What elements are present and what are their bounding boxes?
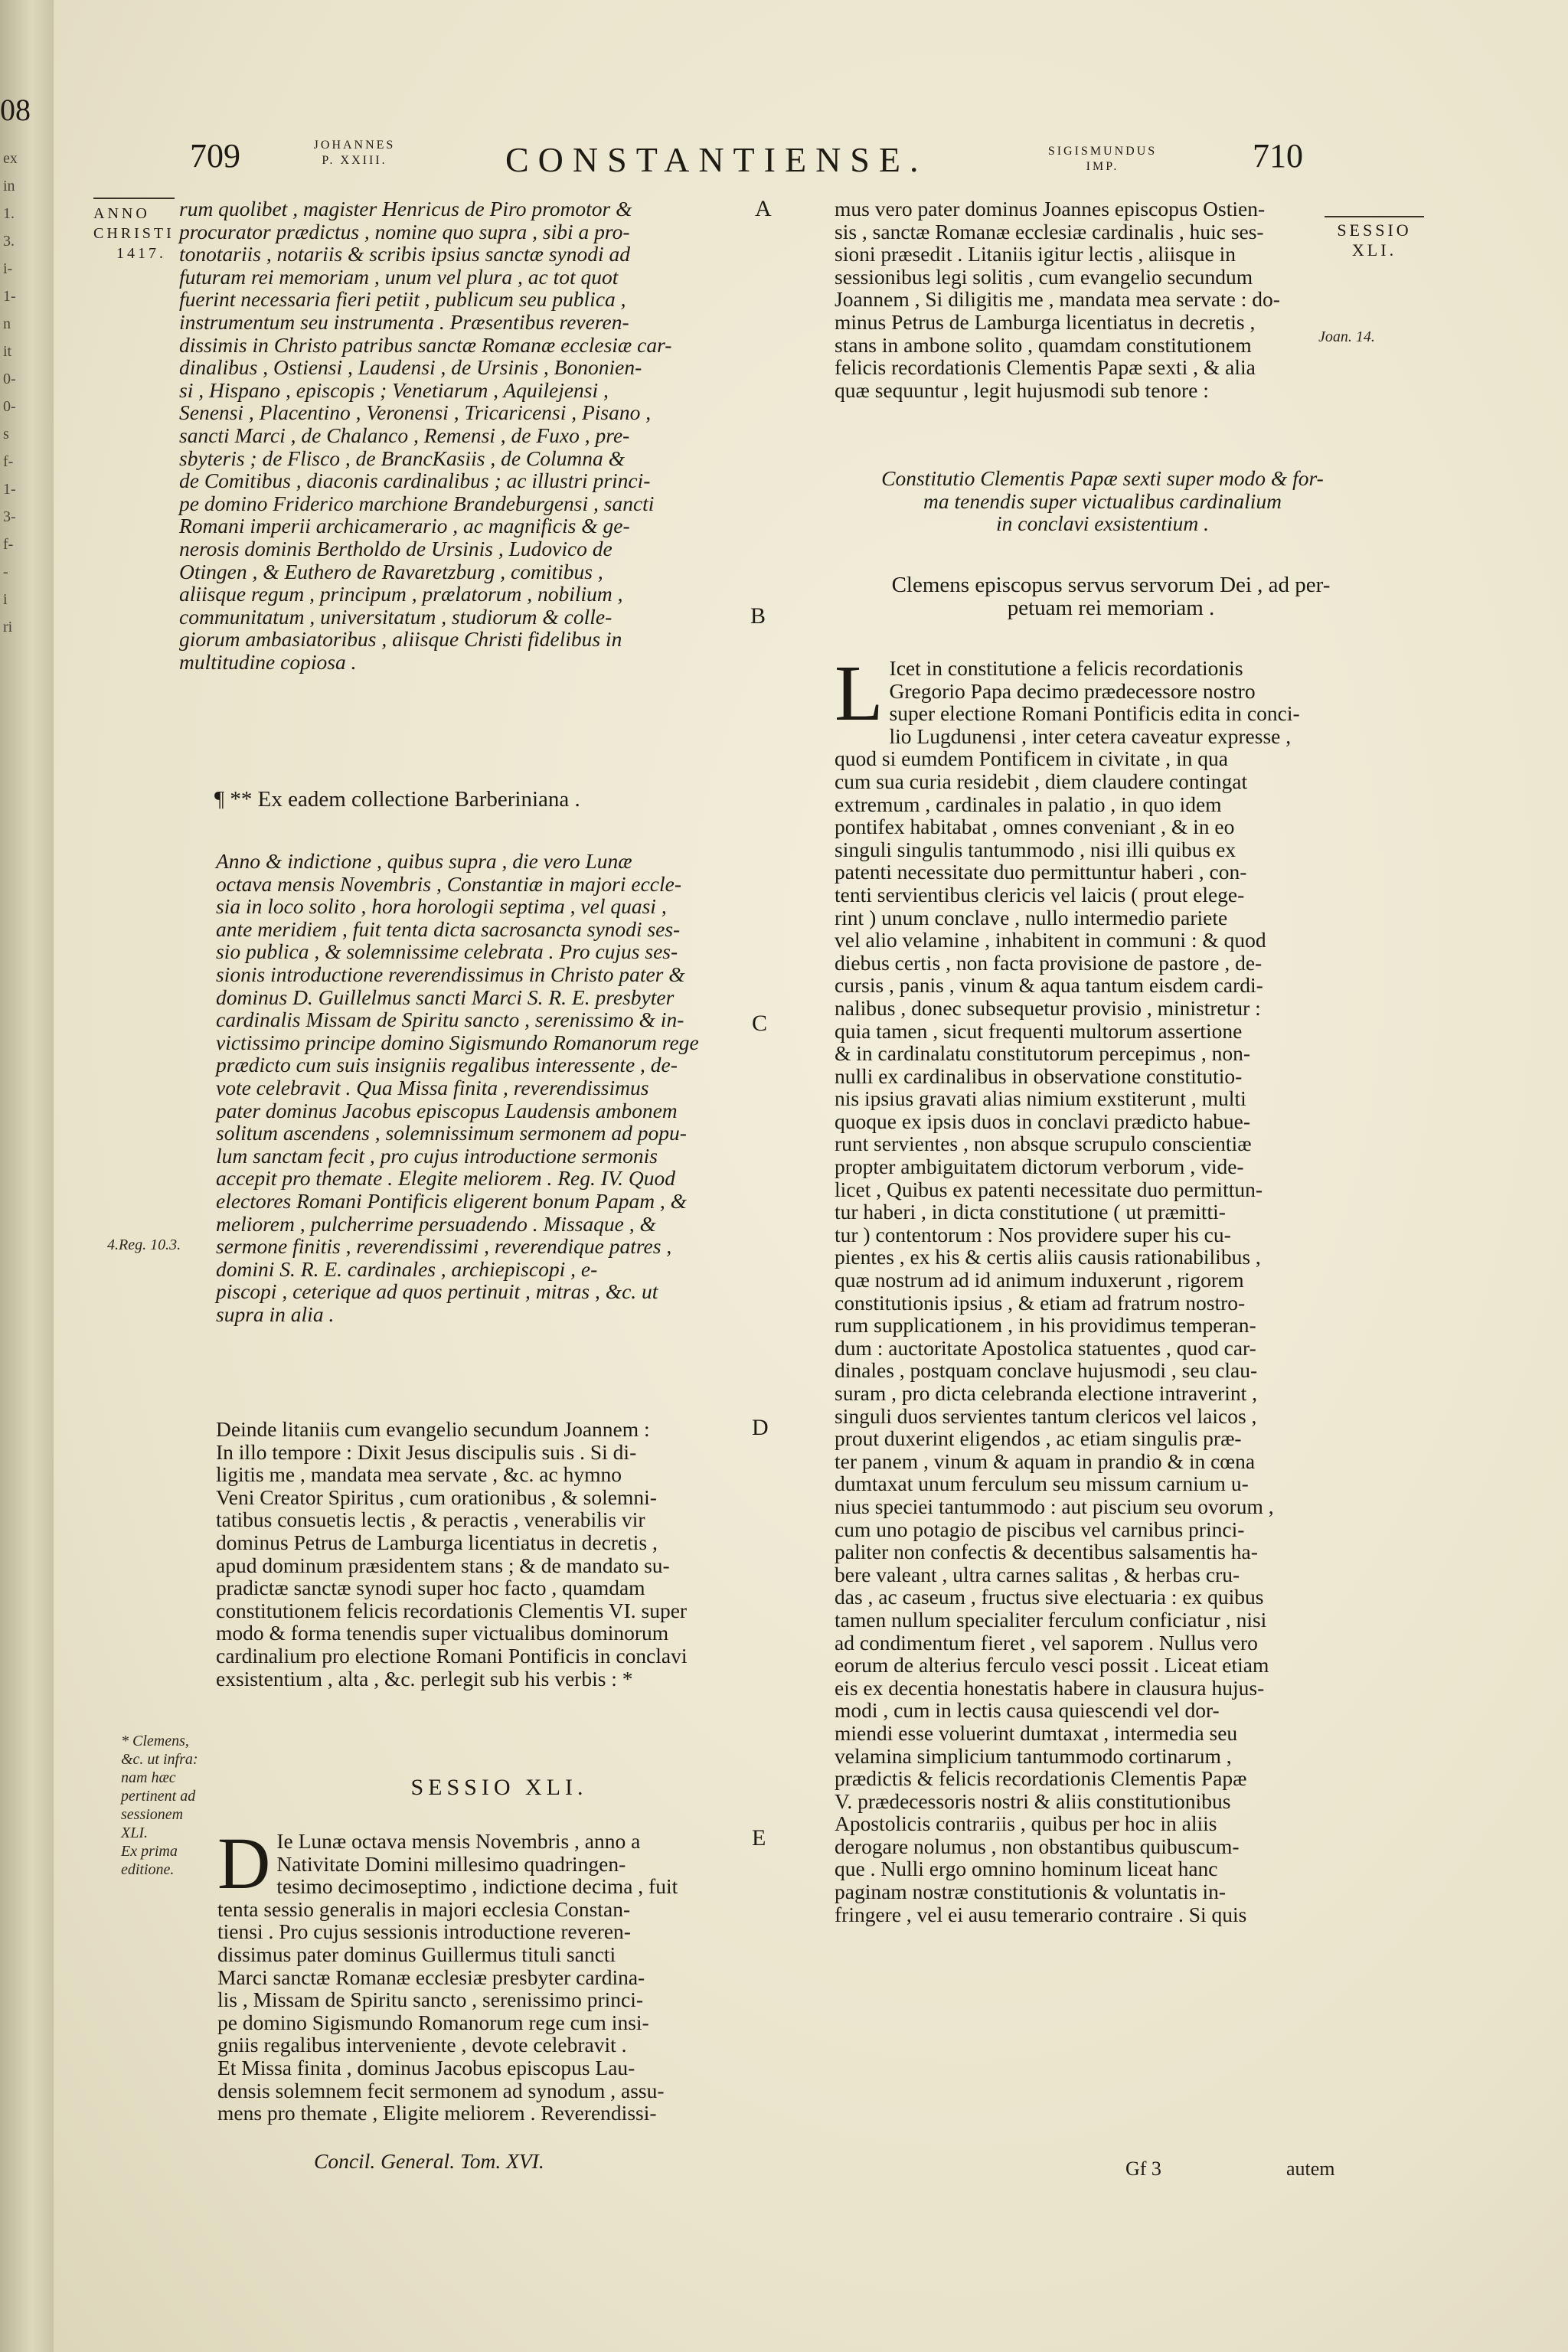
text-line: singuli singulis tantummodo , nisi illi quibus ex [835, 837, 1236, 861]
text-line: tenti servientibus clericis vel laicis ( prout elege- [835, 882, 1245, 906]
text-line: bere valeant , ultra carnes salitas , & herbas cru- [835, 1562, 1240, 1586]
clemens-heading [831, 574, 1390, 619]
text-line: sancti Marci , de Chalanco , Remensi , de Fuxo , pre- [179, 423, 630, 447]
text-line: paginam nostræ constitutionis & voluntatis in- [835, 1880, 1227, 1904]
previous-page-fragment: n [3, 315, 11, 332]
text-line: nalibus , donec subsequetur provisio , ministretur : [835, 995, 1261, 1020]
text-line: communitatum , universitatum , studiorum & colle- [179, 604, 612, 629]
text-line: fringere , vel ei ausu temerario contraire . Si quis [835, 1902, 1247, 1926]
text-line: paliter non confectis & decentibus salsamentis ha- [835, 1540, 1258, 1564]
text-line: dinalibus , Ostiensi , Laudensi , de Ursinis , Bononien- [179, 355, 642, 380]
constitution-body-lines [835, 649, 1386, 1926]
previous-page-fragment: i [3, 591, 8, 608]
margin-note-line: &c. ut infra: [121, 1751, 198, 1768]
text-line: pradictæ sanctæ synodi super hoc facto , quamdam [216, 1576, 645, 1600]
text-line: dominus Petrus de Lamburga licentiatus in decretis , [216, 1530, 658, 1554]
text-line: exsistentium , alta , &c. perlegit sub his verbis : * [216, 1666, 633, 1690]
text-line: singuli duos servientes tantum clericos vel laicos , [835, 1403, 1257, 1428]
text-line: constitutionis ipsius , & etiam ad fratrum nostro- [835, 1290, 1246, 1315]
catchword: autem [1286, 2158, 1335, 2180]
text-line: tiensi . Pro cujus sessionis introductione reveren- [217, 1919, 631, 1944]
text-line: pientes , ex his & certis aliis causis rationabilibus , [835, 1245, 1261, 1269]
sessio-heading: SESSIO XLI. [410, 1775, 588, 1800]
text-line: sioni præsedit . Litaniis igitur lectis , aliisque in [835, 242, 1236, 266]
text-line: lis , Missam de Spiritu sancto , serenissimo princi- [217, 1988, 644, 2012]
clemens-margin-note [121, 1732, 213, 1879]
margin-rule [1325, 216, 1424, 217]
previous-page-fragment: 1- [3, 288, 16, 305]
text-line: modo & forma tenendis super victualibus dominorum [216, 1621, 669, 1645]
text-line: pe domino Friderico marchione Brandeburgensi , sancti [179, 491, 655, 515]
text-line: quæ nostrum ad id animum induxerunt , rigorem [835, 1268, 1244, 1292]
text-line: tur haberi , in dicta constitutione ( ut præmitti- [835, 1200, 1226, 1224]
constitution-body [835, 649, 1386, 1926]
previous-page-fragment: 0- [3, 371, 16, 387]
text-line: ante meridiem , fuit tenta dicta sacrosancta synodi ses- [216, 916, 681, 941]
barberini-heading: ¶ ** Ex eadem collectione Barberiniana . [214, 787, 580, 812]
text-line: sbyteris ; de Flisco , de BrancKasiis , de Columna & [179, 446, 626, 470]
reg-reference: 4.Reg. 10.3. [107, 1236, 181, 1253]
text-line: quæ sequuntur , legit hujusmodi sub tenore : [835, 377, 1209, 402]
text-line: dissimus pater dominus Guillermus tituli sancti [217, 1942, 616, 1966]
text-line: derogare nolumus , non obstantibus quibuscum- [835, 1834, 1240, 1858]
margin-note-line: * Clemens, [121, 1733, 189, 1749]
left-page-number: 709 [190, 137, 240, 175]
text-line: rum supplicationem , in his providimus temperan- [835, 1313, 1256, 1338]
text-line: miendi esse voluerint dumtaxat , intermedia seu [835, 1720, 1238, 1745]
text-line: meliorem , pulcherrime persuadendo . Missaque , & [216, 1211, 656, 1236]
margin-note-line: pertinent ad [121, 1788, 196, 1805]
text-line: sio publica , & solemnissime celebrata . Pro cujus ses- [216, 939, 678, 964]
text-line: eis ex decentia honestatis habere in clausura hujus- [835, 1675, 1265, 1700]
text-line: prædictis & felicis recordationis Clementis Papæ [835, 1766, 1247, 1791]
sessio-line: SESSIO [1337, 220, 1412, 240]
text-line: que . Nulli ergo omnino hominum liceat hanc [835, 1857, 1218, 1881]
text-line: si , Hispano , episcopis ; Venetiarum , Aquilejensi , [179, 377, 609, 402]
text-line: de Comitibus , diaconis cardinalibus ; ac illustri princi- [179, 469, 651, 493]
text-line: multitudine copiosa . [179, 649, 357, 674]
text-line: nerosis dominis Bertholdo de Ursinis , Ludovico de [179, 536, 612, 560]
text-line: Senensi , Placentino , Veronensi , Tricaricensi , Pisano , [179, 400, 652, 425]
text-line: sessionibus legi solitis , cum evangelio secundum [835, 264, 1253, 289]
margin-note-line: editione. [121, 1861, 175, 1878]
text-line: victissimo principe domino Sigismundo Romanorum rege [216, 1030, 699, 1054]
text-line: Joannem , Si diligitis me , mandata mea servate : do- [835, 287, 1280, 312]
text-line: quia tamen , sicut frequenti multorum assertione [835, 1018, 1243, 1043]
text-line: Anno & indictione , quibus supra , die vero Lunæ [216, 849, 632, 873]
anno-line: CHRISTI [93, 225, 175, 242]
anno-christi-margin [93, 198, 178, 263]
anno-line: 1417. [116, 245, 166, 262]
text-line: giorum ambasiatoribus , aliisque Christi fidelibus in [179, 627, 622, 652]
text-line: pater dominus Jacobus episcopus Laudensis ambonem [216, 1098, 678, 1122]
left-paragraph-4 [217, 1822, 784, 2125]
text-line: Marci sanctæ Romanæ ecclesiæ presbyter cardina- [217, 1965, 645, 1989]
running-head-line: IMP. [1086, 160, 1119, 173]
anno-line: ANNO [93, 205, 150, 222]
text-line: Gregorio Papa decimo prædecessore nostro [889, 678, 1256, 703]
section-letter-b: B [750, 603, 766, 629]
text-line: mens pro themate , Eligite meliorem . Reverendissi- [217, 2101, 657, 2125]
text-line: cardinalium pro electione Romani Pontificis in conclavi [216, 1643, 688, 1668]
previous-page-fragment: 3- [3, 508, 16, 525]
text-line: octava mensis Novembris , Constantiæ in majori eccle- [216, 871, 681, 896]
text-line: futuram rei memoriam , unum vel plura , ac tot quot [179, 264, 619, 289]
running-head-line: SIGISMUNDUS [1047, 145, 1158, 158]
text-line: tatibus consuetis lectis , & peractis , venerabilis vir [216, 1508, 645, 1532]
section-letter-c: C [752, 1011, 768, 1036]
text-line: instrumentum seu instrumenta . Præsentibus reveren- [179, 309, 629, 334]
text-line: vote celebravit . Qua Missa finita , reverendissimus [216, 1075, 649, 1099]
text-line: & in cardinalatu constitutorum percepimus , non- [835, 1041, 1250, 1066]
sessio-margin [1317, 216, 1432, 260]
text-line: densis solemnem fecit sermonem ad synodum , assu- [217, 2078, 665, 2102]
page-title: CONSTANTIENSE. [505, 140, 928, 179]
text-line: ad condimentum fieret , vel saporem . Nullus vero [835, 1630, 1258, 1655]
section-letter-a: A [755, 196, 772, 221]
margin-note-line: nam hæc [121, 1769, 176, 1786]
text-line: prout duxerint eligendos , ac etiam singulis præ- [835, 1426, 1242, 1451]
text-line: velamina simplicium tantummodo cortinarum , [835, 1743, 1232, 1768]
text-line: nulli ex cardinalibus in observatione constitutio- [835, 1063, 1243, 1088]
left-running-head [297, 138, 412, 168]
text-line: vel alio velamine , inhabitent in communi : & quod [835, 928, 1266, 952]
text-line: Otingen , & Euthero de Ravaretzburg , comitibus , [179, 559, 603, 583]
running-head-line: P. XXIII. [322, 154, 387, 167]
text-line: fuerint necessaria fieri petiit , publicum seu publica , [179, 287, 626, 312]
text-line: propter ambiguitatem dictorum verborum , vide- [835, 1155, 1244, 1179]
text-line: sionis introductione reverendissimus in Christo pater & [216, 962, 685, 986]
left-paragraph-2 [216, 850, 782, 1325]
previous-page-fragment: in [3, 178, 15, 194]
right-running-head [1034, 144, 1171, 175]
margin-rule [93, 198, 175, 199]
text-line: cursis , panis , vinum & aqua tantum eisdem cardi- [835, 973, 1263, 998]
text-line: solitum ascendens , solemnissimum sermonem ad popu- [216, 1121, 687, 1145]
sessio-line: XLI. [1351, 240, 1397, 260]
left-paragraph-3 [216, 1418, 782, 1690]
text-line: ter panem , vinum & aquam in prandio & in cœna [835, 1449, 1256, 1473]
running-head-line: JOHANNES [313, 139, 396, 152]
text-line: rint ) unum conclave , nullo intermedio pariete [835, 905, 1228, 929]
text-line: supra in alia . [216, 1302, 335, 1326]
text-line: lum sanctam fecit , pro cujus introductione sermonis [216, 1143, 658, 1168]
margin-note-line: XLI. [121, 1824, 148, 1841]
title-line: in conclavi exsistentium . [996, 511, 1209, 536]
text-line: felicis recordationis Clementis Papæ sexti , & alia [835, 355, 1256, 380]
heading-line: petuam rei memoriam . [1007, 595, 1215, 620]
previous-page-fragment: 0- [3, 398, 16, 415]
section-letter-d: D [752, 1415, 769, 1440]
text-line: eorum de alterius ferculo vesci possit . Liceat etiam [835, 1653, 1269, 1677]
previous-page-fragment: - [3, 564, 8, 580]
text-line: accepit pro themate . Elegite meliorem . Reg. IV. Quod [216, 1166, 676, 1191]
text-line: domini S. R. E. cardinales , archiepiscopi , e- [216, 1256, 598, 1281]
title-line: ma tenendis super victualibus cardinalium [923, 488, 1282, 513]
text-line: V. prædecessoris nostri & aliis constitutionibus [835, 1788, 1231, 1813]
text-line: quoque ex ipsis duos in conclavi prædicto habue- [835, 1109, 1251, 1133]
previous-page-fragment: f- [3, 536, 14, 553]
text-line: aliisque regum , principum , prælatorum , nobilium , [179, 582, 623, 606]
left-paragraph-4-lines [217, 1822, 784, 2125]
section-letter-e: E [752, 1825, 766, 1851]
text-line: patenti necessitate duo permittuntur haberi , con- [835, 860, 1247, 884]
text-line: Icet in constitutione a felicis recordationis [889, 656, 1243, 680]
left-paragraph-1 [179, 198, 761, 673]
text-line: apud dominum præsidentem stans ; & de mandato su- [216, 1553, 670, 1577]
text-line: pontifex habitabat , omnes conveniant , & in eo [835, 815, 1235, 839]
text-line: tur ) contentorum : Nos providere super his cu- [835, 1222, 1231, 1246]
text-line: lio Lugdunensi , inter cetera caveatur expresse , [889, 724, 1292, 748]
text-line: tenta sessio generalis in majori ecclesia Constan- [217, 1896, 631, 1921]
text-line: piscopi , ceterique ad quos pertinuit , mitras , &c. ut [216, 1279, 658, 1304]
text-line: dum : auctoritate Apostolica statuentes , quod car- [835, 1335, 1256, 1360]
margin-note-line: sessionem [121, 1806, 184, 1823]
text-line: nis ipsius gravati alias nimium exstiterunt , multi [835, 1086, 1246, 1111]
previous-page-fragment: it [3, 343, 12, 360]
text-line: quod si eumdem Pontificem in civitate , in qua [835, 746, 1229, 771]
previous-page-edge [0, 0, 55, 2352]
text-line: licet , Quibus ex patenti necessitate duo permittun- [835, 1177, 1263, 1201]
text-line: Veni Creator Spiritus , cum orationibus , & solemni- [216, 1485, 657, 1509]
text-line: mus vero pater dominus Joannes episcopus Ostien- [835, 197, 1266, 220]
text-line: tamen nullum specialiter ferculum conficiatur , nisi [835, 1607, 1267, 1632]
previous-page-fragment: 3. [3, 233, 15, 250]
text-line: Deinde litaniis cum evangelio secundum Joannem : [216, 1417, 650, 1441]
text-line: cum sua curia residebit , diem claudere contingat [835, 769, 1248, 793]
text-line: Ie Lunæ octava mensis Novembris , anno a [276, 1829, 641, 1853]
text-line: Et Missa finita , dominus Jacobus episcopus Lau- [217, 2055, 635, 2079]
previous-page-fragment: f- [3, 453, 14, 470]
text-line: dumtaxat unum ferculum seu missum carnium u- [835, 1472, 1249, 1496]
text-line: minus Petrus de Lamburga licentiatus in decretis , [835, 309, 1256, 334]
text-line: gniis regalibus interveniente , devote celebravit . [217, 2033, 627, 2057]
text-line: dinales , postquam conclave hujusmodi , seu clau- [835, 1358, 1258, 1383]
text-line: cardinalis Missam de Spiritu sancto , serenissimo & in- [216, 1008, 684, 1032]
dropcap-d: D [217, 1822, 271, 1904]
joan-reference: Joan. 14. [1318, 328, 1375, 345]
text-line: modi , cum in lectis causa quiescendi vel dor- [835, 1698, 1220, 1723]
right-paragraph-1 [835, 198, 1325, 401]
text-line: diebus certis , non facta provisione de pastore , de- [835, 950, 1263, 975]
previous-page-fragment: 1- [3, 481, 16, 498]
text-line: Apostolicis contrariis , quibus per hoc in aliis [835, 1811, 1217, 1836]
text-line: stans in ambone solito , quamdam constitutionem [835, 332, 1252, 357]
previous-page-fragment: s [3, 426, 9, 443]
text-line: procurator prædictus , nomine quo supra , sibi a pro- [179, 219, 630, 243]
signature-mark: Gf 3 [1125, 2158, 1161, 2180]
text-line: pe domino Sigismundo Romanorum rege cum insi- [217, 2010, 649, 2034]
text-line: Nativitate Domini millesimo quadringen- [276, 1851, 626, 1876]
text-line: suram , pro dicta celebranda electione intraverint , [835, 1381, 1258, 1405]
text-line: dissimis in Christo patribus sanctæ Romanæ ecclesiæ car- [179, 332, 672, 357]
text-line: constitutionem felicis recordationis Clementis VI. super [216, 1598, 688, 1622]
text-line: dominus D. Guillelmus sancti Marci S. R. E. presbyter [216, 985, 675, 1009]
text-line: nius speciei tantummodo : aut piscium seu ovorum , [835, 1494, 1274, 1518]
text-line: sermone finitis , reverendissimi , reverendique patres , [216, 1234, 672, 1259]
title-line: Constitutio Clementis Papæ sexti super modo & for- [881, 466, 1324, 490]
book-page [54, 0, 1568, 2352]
previous-page-number: 08 [0, 93, 31, 127]
text-line: Romani imperii archicamerario , ac magnificis & ge- [179, 514, 630, 538]
dropcap-l: L [835, 649, 884, 737]
previous-page-fragment: ri [3, 619, 13, 635]
text-line: sia in loco solito , hora horologii septima , vel quasi , [216, 894, 667, 919]
text-line: extremum , cardinales in palatio , in quo idem [835, 792, 1222, 816]
margin-note-line: Ex prima [121, 1843, 178, 1860]
text-line: In illo tempore : Dixit Jesus discipulis suis . Si di- [216, 1439, 637, 1464]
text-line: tesimo decimoseptimo , indictione decima , fuit [276, 1874, 678, 1899]
constitution-title [827, 467, 1378, 535]
text-line: rum quolibet , magister Henricus de Piro promotor & [179, 197, 632, 220]
previous-page-fragment: ex [3, 150, 18, 167]
text-line: tonotariis , notariis & scribis ipsius sanctæ synodi ad [179, 242, 631, 266]
text-line: electores Romani Pontificis eligerent bonum Papam , & [216, 1188, 688, 1213]
text-line: ligitis me , mandata mea servate , &c. ac hymno [216, 1462, 622, 1487]
text-line: super electione Romani Pontificis edita in conci- [889, 701, 1300, 726]
right-page-number: 710 [1253, 137, 1303, 175]
previous-page-fragment: i- [3, 260, 13, 277]
heading-line: Clemens episcopus servus servorum Dei , ad per- [891, 573, 1331, 597]
previous-page-fragment: 1. [3, 205, 15, 222]
volume-footer: Concil. General. Tom. XVI. [314, 2149, 544, 2173]
text-line: prædicto cum suis insigniis regalibus interessente , de- [216, 1053, 678, 1077]
text-line: das , ac caseum , fructus sive electuaria : ex quibus [835, 1585, 1264, 1609]
text-line: cum uno potagio de piscibus vel carnibus princi- [835, 1517, 1245, 1541]
text-line: runt servientes , non absque scrupulo conscientiæ [835, 1132, 1252, 1156]
text-line: sis , sanctæ Romanæ ecclesiæ cardinalis , huic ses- [835, 219, 1264, 243]
